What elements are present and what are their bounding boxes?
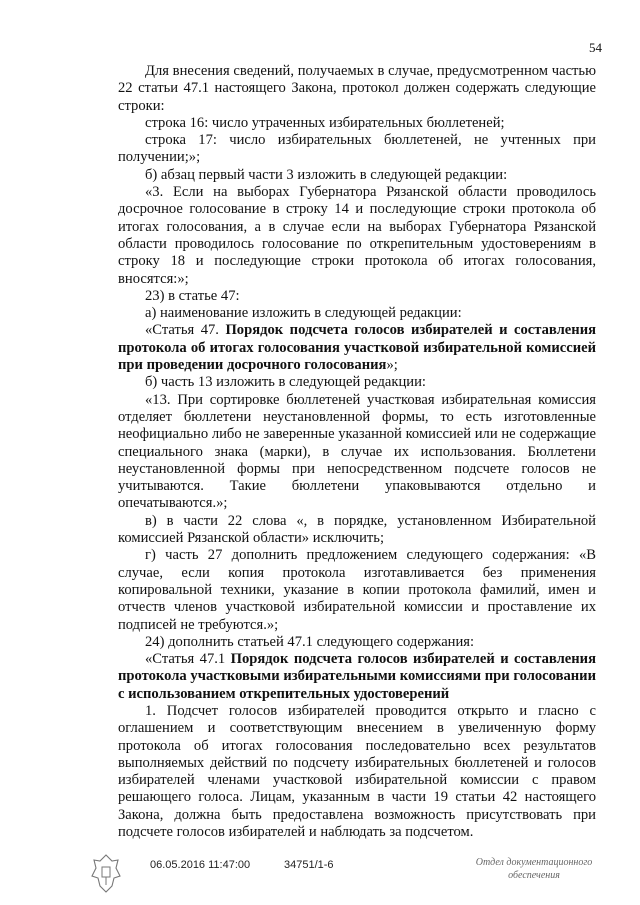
paragraph: строка 16: число утраченных избирательных бюллетеней; bbox=[145, 114, 505, 131]
article-heading: «Статья 47.1 Порядок подсчета голосов избирателей и составления протокола участковыми избирательными комиссиями при голосовании с использованием открепительных удостоверений bbox=[118, 651, 596, 702]
paragraph: 1. Подсчет голосов избирателей проводится открыто и гласно с оглашением и соответствующим внесением в увеличенную форму протокола об итогах голосования последовательно всех результатов выполняемых действий по подсчету избирательных бюллетеней и голосов избирателей членами участковой избирательной комиссии с правом решающего голоса. Лицам, указанным в части 19 статьи 42 настоящего Закона, должна быть предоставлена возможность присутствовать при подсчете голосов избирателей и наблюдать за подсчетом. bbox=[118, 702, 596, 841]
footer-datetime: 06.05.2016 11:47:00 bbox=[150, 859, 251, 871]
paragraph: г) часть 27 дополнить предложением следующего содержания: «В случае, если копия протокола изготавливается без применения копировальной техники, указание в копии протокола фамилий, имен и отчеств членов участковой избирательной комиссии и проставление их подписей не требуются.»; bbox=[118, 547, 596, 633]
paragraph: строка 17: число избирательных бюллетеней, не учтенных при получении;»; bbox=[118, 132, 596, 166]
paragraph: 24) дополнить статьей 47.1 следующего содержания: bbox=[145, 633, 475, 650]
stamp-line: обеспечения bbox=[508, 870, 560, 881]
footer-document-code: 34751/1-6 bbox=[284, 859, 334, 871]
paragraph: «3. Если на выборах Губернатора Рязанской области проводилось досрочное голосование в строку 14 и последующие строки протокола об итогах голосования, а в случае если на выборах Губернатора Рязанской области проводилось голосование по открепительным удостоверениям в строку 18 и последующие строки протокола об итогах голосования, вносятся:»; bbox=[118, 184, 596, 287]
paragraph: Для внесения сведений, получаемых в случае, предусмотренном частью 22 статьи 47.1 настоящего Закона, протокол должен содержать следующие строки: bbox=[118, 63, 596, 114]
paragraph: а) наименование изложить в следующей редакции: bbox=[145, 305, 462, 322]
paragraph: б) абзац первый части 3 изложить в следующей редакции: bbox=[145, 166, 508, 183]
paragraph: в) в части 22 слова «, в порядке, установленном Избирательной комиссией Рязанской области» исключить; bbox=[118, 512, 596, 547]
paragraph: б) часть 13 изложить в следующей редакции: bbox=[145, 374, 426, 391]
article-heading: «Статья 47. Порядок подсчета голосов избирателей и составления протокола об итогах голосования участковой избирательной комиссией при проведении досрочного голосования»; bbox=[118, 322, 596, 374]
paragraph: 23) в статье 47: bbox=[145, 287, 240, 304]
document-body bbox=[118, 63, 596, 841]
paragraph: «13. При сортировке бюллетеней участковая избирательная комиссия отделяет бюллетени неустановленной формы, то есть изготовленные неофициально либо не заверенные указанной комиссией или не содержащие специального знака (марки), в случае их использования. Бюллетени неустановленной формы при непосредственном подсчете голосов не учитываются. Такие бюллетени упаковываются отдельно и опечатываются.»; bbox=[118, 391, 596, 512]
stamp-line: Отдел документационного bbox=[475, 857, 593, 868]
coat-of-arms-emblem bbox=[86, 852, 126, 896]
page-number: 54 bbox=[589, 40, 602, 55]
department-stamp bbox=[454, 856, 614, 882]
